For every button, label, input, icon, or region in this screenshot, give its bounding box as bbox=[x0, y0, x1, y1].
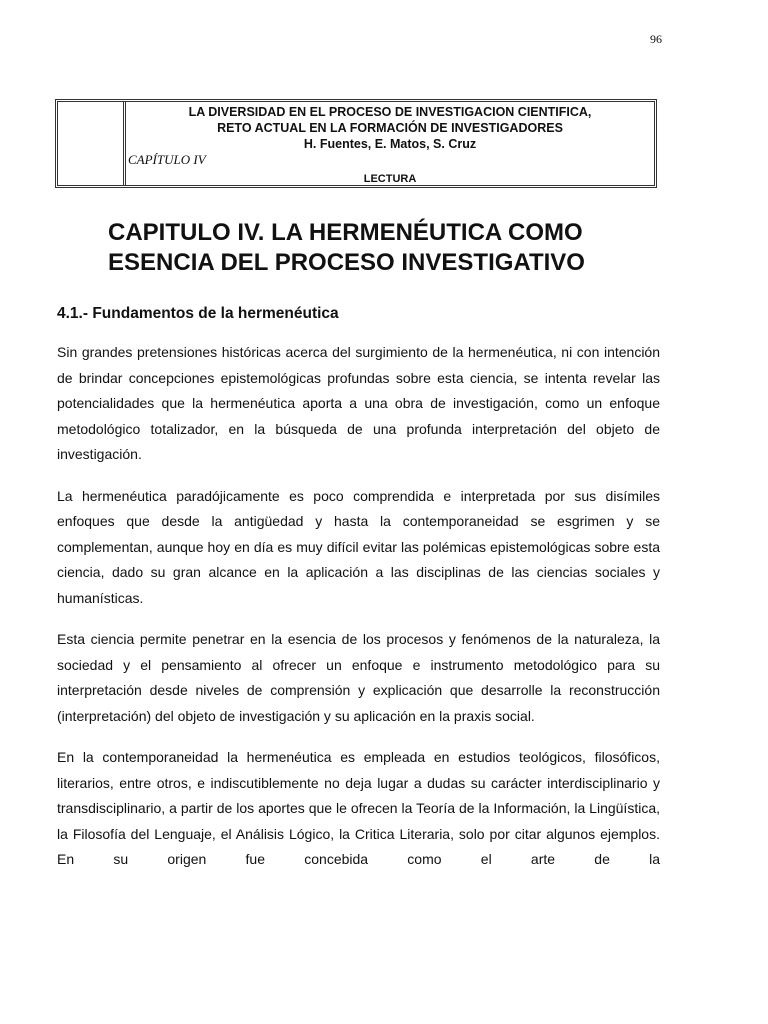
body-text bbox=[57, 340, 660, 889]
chapter-title bbox=[108, 218, 668, 278]
chapter-title-line2: ESENCIA DEL PROCESO INVESTIGATIVO bbox=[108, 249, 585, 276]
header-title-line1: LA DIVERSIDAD EN EL PROCESO DE INVESTIGACION CIENTIFICA, bbox=[188, 105, 592, 119]
header-title-line2: RETO ACTUAL EN LA FORMACIÓN DE INVESTIGADORES bbox=[217, 121, 563, 135]
header-chapter-label: CAPÍTULO IV bbox=[128, 152, 206, 167]
header-reading-label: LECTURA bbox=[363, 173, 417, 185]
header-content-cell bbox=[126, 102, 654, 185]
header-authors: H. Fuentes, E. Matos, S. Cruz bbox=[303, 137, 477, 151]
chapter-title-line1: CAPITULO IV. LA HERMENÉUTICA COMO bbox=[108, 219, 583, 246]
header-empty-cell bbox=[58, 102, 126, 185]
document-header-table bbox=[55, 99, 657, 188]
header-title bbox=[126, 104, 654, 152]
paragraph: En la contemporaneidad la hermenéutica es empleada en estudios teológicos, filosóficos, literarios, entre otros, e indiscutiblemente no deja lugar a dudas su carácter interdisciplinario y transdisciplinario, a partir de los aportes que le ofrecen la Teoría de la Información, la Lingüística, la Filosofía del Lenguaje, el Análisis Lógico, la Critica Literaria, solo por citar algunos ejemplos. En su origen fue concebida como el arte de la bbox=[57, 749, 660, 867]
paragraph: La hermenéutica paradójicamente es poco comprendida e interpretada por sus disímiles enfoques que desde la antigüedad y hasta la contemporaneidad se esgrimen y se complementan, aunque hoy en día es muy difícil evitar las polémicas epistemológicas sobre esta ciencia, dado su gran alcance en la aplicación a las disciplinas de las ciencias sociales y humanísticas. bbox=[57, 487, 660, 606]
page-number: 96 bbox=[650, 32, 662, 46]
paragraph: Sin grandes pretensiones históricas acerca del surgimiento de la hermenéutica, ni con intención de brindar concepciones epistemológicas profundas sobre esta ciencia, se intenta revelar las potencialidades que la hermenéutica aporta a una obra de investigación, como un enfoque metodológico totalizador, en la búsqueda de una profunda interpretación del objeto de investigación. bbox=[57, 344, 660, 462]
paragraph: Esta ciencia permite penetrar en la esencia de los procesos y fenómenos de la naturaleza, la sociedad y el pensamiento al ofrecer un enfoque e instrumento metodológico para su interpretación desde niveles de comprensión y explicación que desarrolle la reconstrucción (interpretación) del objeto de investigación y su aplicación en la praxis social. bbox=[57, 631, 660, 724]
section-heading: 4.1.- Fundamentos de la hermenéutica bbox=[57, 305, 339, 322]
